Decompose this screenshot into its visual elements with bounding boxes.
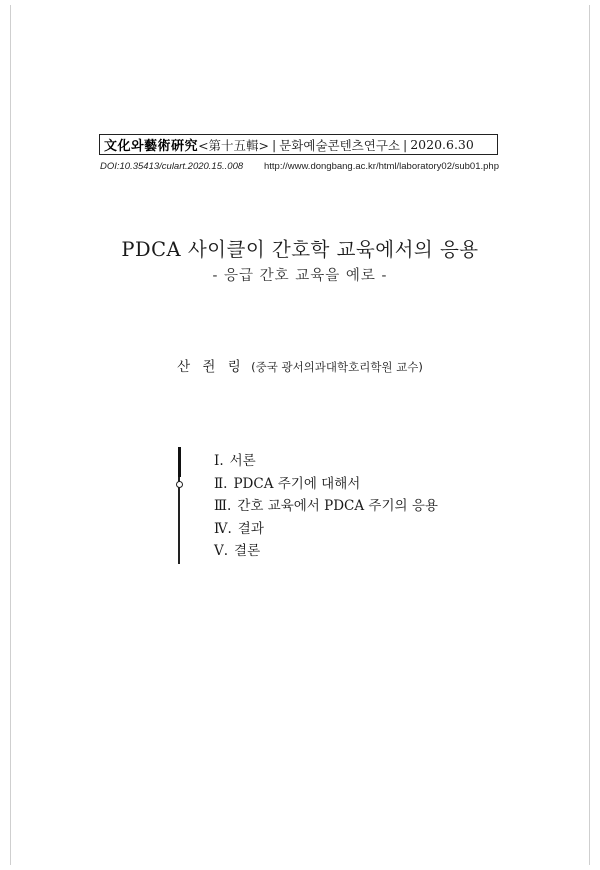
- toc-label: 결론: [234, 543, 261, 559]
- toc-item: [214, 495, 438, 518]
- author-name: 산 쥔 링: [177, 359, 245, 375]
- toc-item: [214, 450, 438, 473]
- table-of-contents: [214, 450, 438, 563]
- toc-number: Ⅲ.: [214, 498, 232, 514]
- journal-issue: <第十五輯>: [198, 137, 270, 153]
- header-separator: |: [272, 137, 277, 152]
- paper-subtitle: - 응급 간호 교육을 예로 -: [212, 268, 388, 284]
- toc-label: 서론: [229, 453, 256, 469]
- toc-item: [214, 518, 438, 541]
- toc-item: [214, 473, 438, 496]
- doi-text: DOI:10.35413/culart.2020.15..008: [100, 161, 244, 172]
- toc-number: Ⅴ.: [214, 543, 229, 559]
- journal-url[interactable]: http://www.dongbang.ac.kr/html/laboratory02/sub01.php: [263, 161, 499, 172]
- journal-header: [99, 134, 498, 155]
- journal-logo: 文化와藝術硏究: [104, 139, 199, 154]
- toc-number: Ⅰ.: [214, 453, 224, 469]
- toc-divider-dot: [176, 481, 183, 488]
- journal-publisher: 문화예술콘텐츠연구소: [279, 137, 400, 153]
- paper-title: PDCA 사이클이 간호학 교육에서의 응용: [121, 238, 479, 261]
- toc-number: Ⅱ.: [214, 475, 228, 492]
- toc-label: 간호 교육에서 PDCA 주기의 응용: [237, 498, 438, 514]
- toc-label: 결과: [237, 520, 264, 537]
- header-separator: |: [403, 137, 408, 152]
- journal-date: 2020.6.30: [410, 137, 474, 152]
- author-line: [0, 355, 600, 375]
- toc-number: Ⅳ.: [214, 520, 232, 537]
- author-affiliation: (중국 광서의과대학호리학원 교수): [251, 360, 423, 374]
- toc-label: PDCA 주기에 대해서: [233, 475, 361, 492]
- toc-item: [214, 540, 438, 563]
- toc-divider-accent: [178, 447, 181, 477]
